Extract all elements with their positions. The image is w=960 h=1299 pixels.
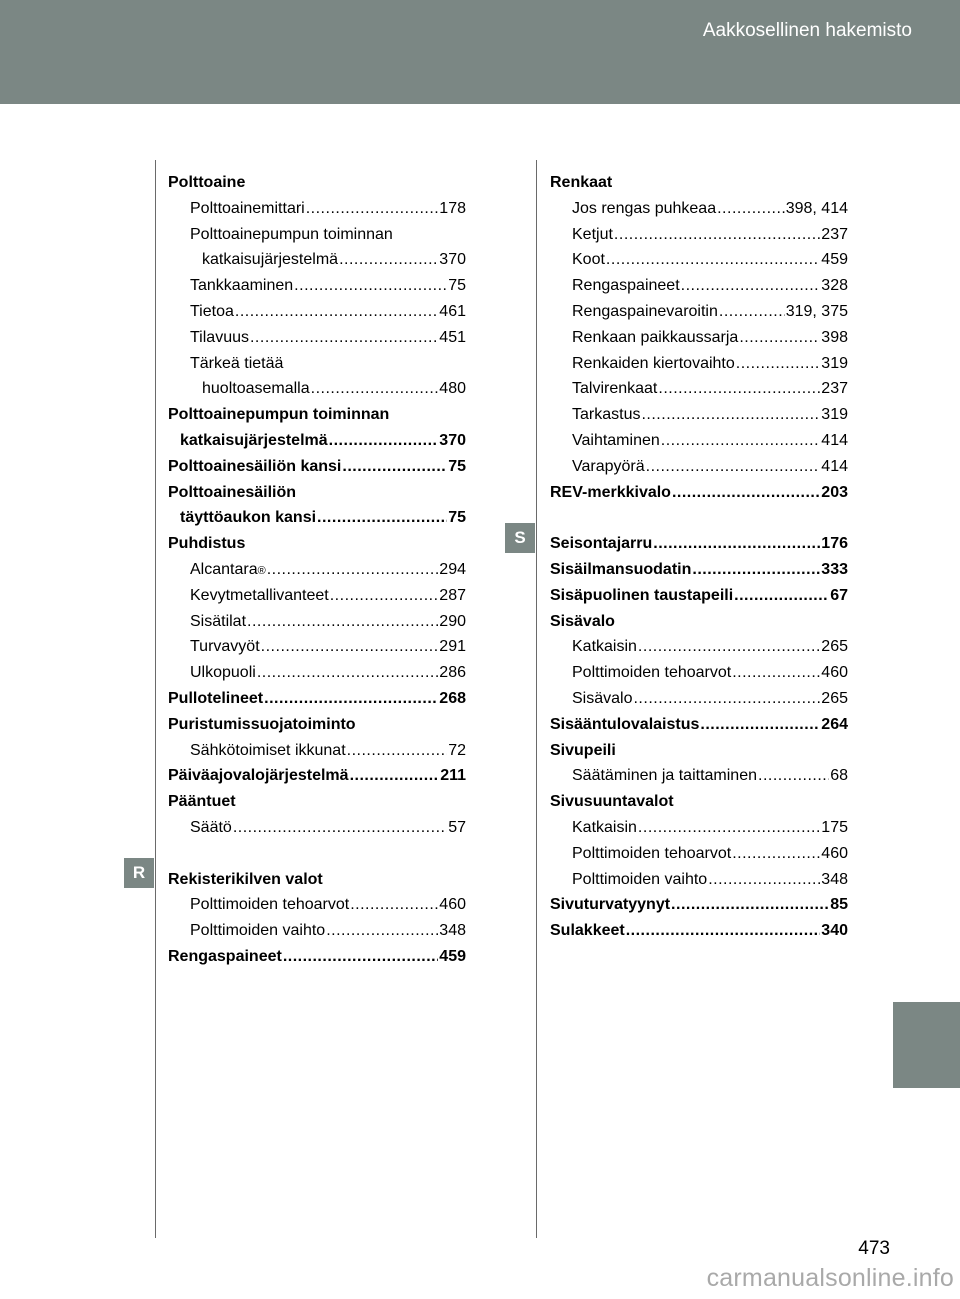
entry-label: Polttimoiden tehoarvot [572, 664, 732, 682]
page-reference: 459 [439, 947, 466, 965]
page-reference: 348 [439, 922, 466, 940]
entry-label: Säätö [190, 818, 232, 836]
index-entry [550, 793, 848, 819]
dot-leader [732, 845, 820, 863]
entry-label: Sivusuuntavalot [550, 793, 674, 811]
index-entry [550, 690, 848, 716]
page-reference: 398 [821, 328, 848, 346]
index-entry [550, 587, 848, 613]
page-header [0, 0, 960, 104]
dot-leader [633, 690, 820, 708]
entry-label: Polttimoiden tehoarvot [572, 844, 732, 862]
dot-leader [247, 613, 438, 631]
page-reference: 319, 375 [785, 302, 848, 320]
page-reference: 319 [821, 354, 848, 372]
index-entry [168, 509, 466, 535]
page-reference: 370 [439, 251, 466, 269]
index-entry [550, 896, 848, 922]
page-reference: 75 [448, 509, 466, 527]
index-entry [168, 226, 466, 252]
page-reference: 287 [439, 586, 466, 604]
index-entry [550, 226, 848, 252]
index-entry [550, 845, 848, 871]
index-entry [168, 793, 466, 819]
entry-label: Renkaan paikkaussarja [572, 328, 739, 346]
page-reference: 265 [821, 638, 848, 656]
page-reference: 176 [821, 535, 848, 553]
index-entry [550, 484, 848, 510]
page-reference: 67 [830, 586, 848, 604]
entry-label: Polttoaine [168, 174, 246, 191]
entry-label: Tankkaaminen [190, 277, 294, 295]
page-reference: 268 [439, 689, 466, 707]
entry-label: Pääntuet [168, 793, 236, 811]
page-reference: 290 [439, 612, 466, 630]
index-entry [168, 767, 466, 793]
entry-label: Polttimoiden tehoarvot [190, 896, 350, 914]
page-reference: 414 [821, 457, 848, 475]
dot-leader [250, 329, 438, 347]
dot-leader [638, 638, 820, 656]
dot-leader [734, 587, 829, 605]
index-entry [550, 922, 848, 948]
dot-leader [329, 432, 439, 450]
page-reference: 85 [830, 896, 848, 914]
dot-leader [330, 587, 439, 605]
page-reference: 68 [830, 767, 848, 785]
entry-label: Polttoainepumpun toiminnan [190, 225, 393, 243]
page-reference: 460 [821, 664, 848, 682]
index-entry [168, 587, 466, 613]
entry-label: Tarkastus [572, 406, 641, 424]
page-reference: 211 [440, 767, 466, 785]
index-entry [550, 355, 848, 381]
entry-label: huoltoasemalla [202, 380, 310, 398]
page-reference: 75 [448, 277, 466, 295]
entry-label: Rekisterikilven valot [168, 870, 323, 888]
entry-label: Päiväajovalojärjestelmä [168, 767, 349, 785]
dot-leader [347, 742, 448, 760]
page-reference: 328 [821, 277, 848, 295]
entry-label: Ketjut [572, 225, 613, 243]
chapter-tab [893, 1002, 960, 1088]
entry-label: REV-merkkivalo [550, 483, 671, 501]
dot-leader [306, 200, 439, 218]
index-column-left [168, 174, 466, 974]
page-reference: 265 [821, 689, 848, 707]
page-reference: 175 [821, 818, 848, 836]
index-entry [168, 638, 466, 664]
index-entry [168, 355, 466, 381]
index-entry [550, 277, 848, 303]
index-entry: Alcantara ® ..... 294 [168, 561, 466, 587]
entry-label: Katkaisin [572, 818, 637, 836]
page-reference: 178 [439, 199, 466, 217]
entry-label: katkaisujärjestelmä [180, 431, 328, 449]
entry-label: Katkaisin [572, 638, 637, 656]
index-entry [168, 200, 466, 226]
page-reference: 203 [821, 483, 848, 501]
entry-label: Sähkötoimiset ikkunat [190, 741, 346, 759]
dot-leader [264, 690, 438, 708]
index-entry [550, 200, 848, 226]
index-entry [550, 329, 848, 355]
entry-label: Vaihtaminen [572, 431, 660, 449]
index-entry [550, 458, 848, 484]
entry-label: Kevytmetallivanteet [190, 586, 329, 604]
entry-label: Puhdistus [168, 535, 246, 553]
page-reference: 460 [821, 844, 848, 862]
index-entry [168, 458, 466, 484]
page-number: 473 [858, 1238, 890, 1259]
entry-label: Rengaspainevaroitin [572, 302, 718, 320]
dot-leader [235, 303, 438, 321]
index-entry [168, 432, 466, 458]
dot-leader [638, 819, 820, 837]
index-entry [168, 871, 466, 897]
index-entry [168, 535, 466, 561]
watermark: carmanualsonline.info [706, 1264, 954, 1292]
page-reference: 264 [821, 715, 848, 733]
entry-label: Ulkopuoli [190, 664, 256, 682]
index-entry [168, 251, 466, 277]
index-entry [550, 638, 848, 664]
entry-label: Renkaat [550, 174, 613, 191]
entry-label: Rengaspaineet [168, 947, 282, 965]
index-entry [550, 742, 848, 768]
entry-label: Alcantara [190, 560, 258, 578]
page-reference: 459 [821, 251, 848, 269]
index-entry [550, 871, 848, 897]
index-entry [550, 251, 848, 277]
page-reference: 414 [821, 431, 848, 449]
entry-label: Sivupeili [550, 741, 616, 759]
letter-marker-r: R [124, 858, 154, 888]
entry-label: Sisääntulovalaistus [550, 715, 700, 733]
index-entry [168, 948, 466, 974]
index-entry [168, 277, 466, 303]
page-reference: 460 [439, 896, 466, 914]
index-entry [168, 329, 466, 355]
page-reference: 451 [439, 328, 466, 346]
index-entry [168, 174, 466, 200]
index-entry [550, 819, 848, 845]
page-reference: 237 [821, 225, 848, 243]
dot-leader [257, 664, 438, 682]
entry-label: Rengaspaineet [572, 277, 680, 295]
entry-label: Tärkeä tietää [190, 354, 284, 372]
page-reference: 72 [448, 741, 466, 759]
entry-label: Sisäilmansuodatin [550, 560, 692, 578]
entry-label: Säätäminen ja taittaminen [572, 767, 757, 785]
column-divider-left [155, 160, 156, 1238]
dot-leader [653, 535, 820, 553]
dot-leader [758, 767, 829, 785]
entry-label: katkaisujärjestelmä [202, 251, 339, 269]
entry-label: Tilavuus [190, 328, 249, 346]
dot-leader [317, 509, 447, 527]
page-reference: 348 [821, 870, 848, 888]
entry-label: Polttoainesäiliön kansi [168, 457, 342, 475]
dot-leader [326, 922, 438, 940]
column-divider-right [536, 160, 537, 1238]
dot-leader [283, 948, 438, 966]
index-entry [168, 613, 466, 639]
dot-leader [719, 303, 785, 321]
page-reference: 480 [439, 380, 466, 398]
dot-leader [672, 484, 820, 502]
index-entry [168, 484, 466, 510]
entry-label: Pullotelineet [168, 689, 264, 707]
index-entry [168, 406, 466, 432]
page-reference: 294 [439, 560, 466, 578]
dot-leader [732, 664, 820, 682]
index-entry [550, 303, 848, 329]
page-reference: 75 [448, 457, 466, 475]
index-column-right [550, 174, 848, 948]
dot-leader [739, 329, 820, 347]
index-entry [550, 406, 848, 432]
entry-label: Renkaiden kiertovaihto [572, 354, 735, 372]
dot-leader [342, 458, 447, 476]
dot-leader [681, 277, 821, 295]
index-entry [550, 432, 848, 458]
entry-label: Jos rengas puhkeaa [572, 199, 717, 217]
entry-label: Sisäpuolinen taustapeili [550, 586, 734, 604]
index-entry [168, 896, 466, 922]
entry-label: Seisontajarru [550, 535, 653, 553]
dot-leader [736, 355, 821, 373]
index-entry [168, 922, 466, 948]
dot-leader [641, 406, 820, 424]
dot-leader [708, 871, 820, 889]
dot-leader [717, 200, 785, 218]
entry-label: Puristumissuojatoiminto [168, 715, 356, 733]
dot-leader [311, 380, 439, 398]
entry-label: Sisävalo [572, 689, 633, 707]
index-entry [550, 716, 848, 742]
page-reference: 286 [439, 664, 466, 682]
index-entry [168, 819, 466, 845]
entry-label: Tietoa [190, 302, 234, 320]
index-entry [168, 690, 466, 716]
entry-label: Polttoainepumpun toiminnan [168, 406, 390, 424]
dot-leader [294, 277, 447, 295]
dot-leader [350, 896, 438, 914]
dot-leader [339, 251, 438, 269]
entry-label: Koot [572, 251, 605, 269]
entry-label: Sulakkeet [550, 922, 625, 940]
entry-label: Talvirenkaat [572, 380, 658, 398]
entry-label: Turvavyöt [190, 638, 260, 656]
index-entry [550, 767, 848, 793]
index-entry [168, 303, 466, 329]
index-entry [168, 716, 466, 742]
dot-leader [658, 380, 820, 398]
index-entry [168, 742, 466, 768]
dot-leader [661, 432, 821, 450]
dot-leader [233, 819, 447, 837]
entry-label: Polttoainemittari [190, 199, 305, 217]
index-entry [550, 664, 848, 690]
index-entry [168, 380, 466, 406]
entry-label: Sisätilat [190, 612, 247, 630]
entry-label: täyttöaukon kansi [180, 509, 317, 527]
letter-marker-s: S [505, 523, 535, 553]
entry-label: Polttimoiden vaihto [572, 870, 708, 888]
page-reference: 57 [448, 818, 466, 836]
entry-label: Sisävalo [550, 612, 615, 630]
section-title: Aakkosellinen hakemisto [702, 20, 912, 41]
entry-label: Varapyörä [572, 457, 645, 475]
dot-leader [350, 767, 440, 785]
page-reference: 319 [821, 406, 848, 424]
index-entry [550, 561, 848, 587]
index-entry [550, 380, 848, 406]
dot-leader [671, 896, 829, 914]
page-reference: 333 [821, 560, 848, 578]
dot-leader [692, 561, 820, 579]
dot-leader [606, 251, 820, 269]
page-reference: 461 [439, 302, 466, 320]
page-reference: 291 [439, 638, 466, 656]
index-entry [168, 664, 466, 690]
dot-leader [646, 458, 821, 476]
entry-label: Polttoainesäiliön [168, 483, 297, 501]
dot-leader [626, 922, 821, 940]
index-entry [550, 613, 848, 639]
page-reference: 370 [439, 431, 466, 449]
dot-leader [614, 226, 820, 244]
dot-leader [700, 716, 820, 734]
index-entry [550, 535, 848, 561]
page-reference: 340 [821, 922, 848, 940]
page-reference: 237 [821, 380, 848, 398]
page-reference: 398, 414 [785, 199, 848, 217]
dot-leader [267, 561, 439, 579]
index-entry [550, 174, 848, 200]
entry-label: Polttimoiden vaihto [190, 922, 326, 940]
dot-leader [261, 638, 439, 656]
entry-label: Sivuturvatyynyt [550, 896, 671, 914]
